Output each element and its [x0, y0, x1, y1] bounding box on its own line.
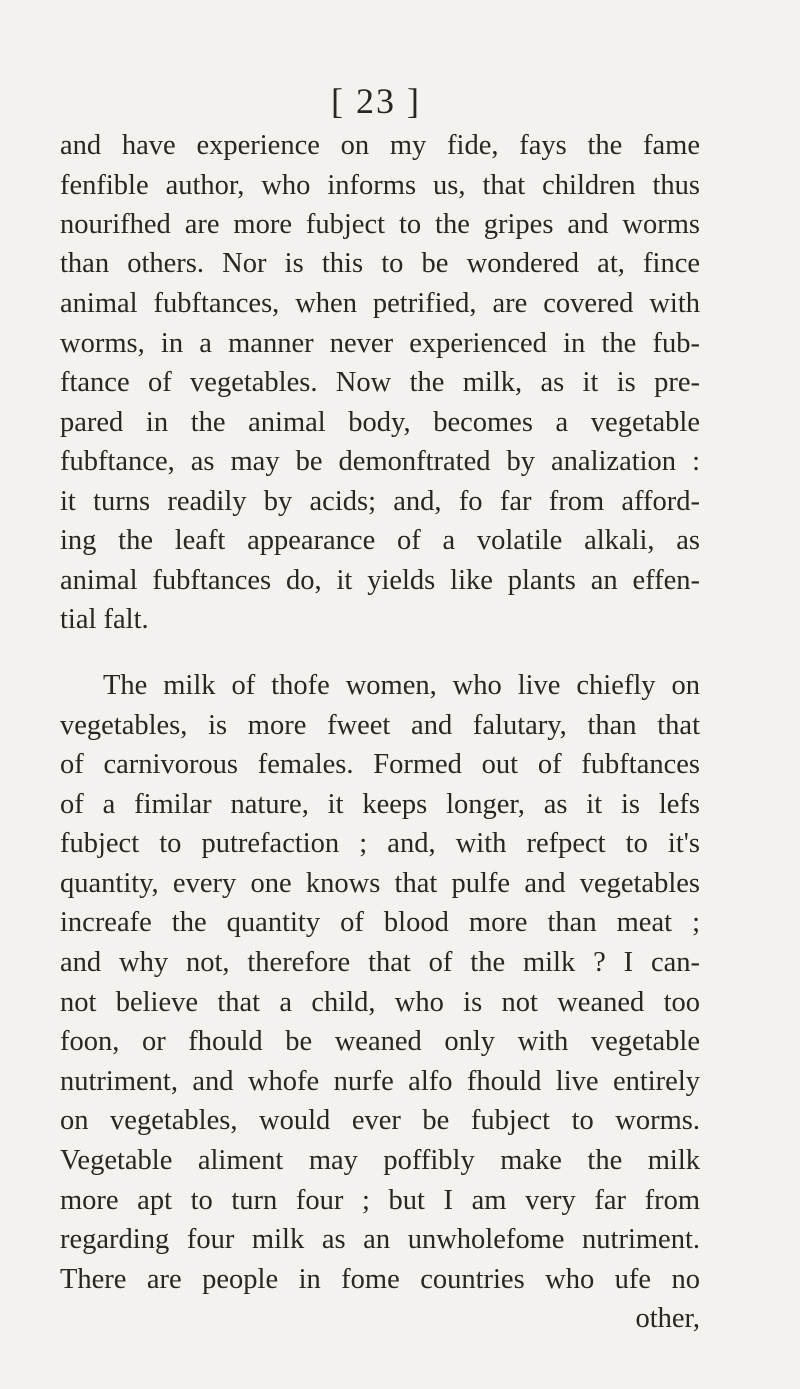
- text-line: ftance of vegetables. Now the milk, as it is pre-: [60, 367, 700, 398]
- text-line: fenfible author, who informs us, that children thus: [60, 170, 700, 201]
- text-line: nutriment, and whofe nurfe alfo fhould live entirely: [60, 1066, 700, 1097]
- text-line: tial falt.: [60, 604, 149, 635]
- text-line: vegetables, is more fweet and falutary, than that: [60, 710, 700, 741]
- text-line: than others. Nor is this to be wondered at, fince: [60, 248, 700, 279]
- text-line: regarding four milk as an unwholefome nutriment.: [60, 1224, 700, 1255]
- text-line: not believe that a child, who is not weaned too: [60, 987, 700, 1018]
- text-line: more apt to turn four ; but I am very far from: [60, 1185, 700, 1216]
- text-line: worms, in a manner never experienced in the fub-: [60, 328, 700, 359]
- text-line: ing the leaft appearance of a volatile alkali, as: [60, 525, 700, 556]
- text-line: increafe the quantity of blood more than meat ;: [60, 907, 700, 938]
- text-line: pared in the animal body, becomes a vegetable: [60, 407, 700, 438]
- text-line: on vegetables, would ever be fubject to worms.: [60, 1105, 700, 1136]
- text-line: foon, or fhould be weaned only with vegetable: [60, 1026, 700, 1057]
- text-line: fubject to putrefaction ; and, with refpect to it's: [60, 828, 700, 859]
- text-line: There are people in fome countries who ufe no: [60, 1264, 700, 1295]
- text-line: of carnivorous females. Formed out of fubftances: [60, 749, 700, 780]
- text-line: nourifhed are more fubject to the gripes and worms: [60, 209, 700, 240]
- text-line: it turns readily by acids; and, fo far from afford-: [60, 486, 700, 517]
- text-line: and have experience on my fide, fays the fame: [60, 130, 700, 161]
- text-line: Vegetable aliment may poffibly make the milk: [60, 1145, 700, 1176]
- text-line: animal fubftances, when petrified, are covered with: [60, 288, 700, 319]
- text-line: The milk of thofe women, who live chiefly on: [103, 670, 700, 701]
- catchword: other,: [635, 1303, 700, 1334]
- text-line: quantity, every one knows that pulfe and vegetables: [60, 868, 700, 899]
- text-line: animal fubftances do, it yields like plants an effen-: [60, 565, 700, 596]
- page-number: [ 23 ]: [331, 81, 421, 121]
- text-line: of a fimilar nature, it keeps longer, as it is lefs: [60, 789, 700, 820]
- text-line: fubftance, as may be demonftrated by analization :: [60, 446, 700, 477]
- text-line: and why not, therefore that of the milk ? I can-: [60, 947, 700, 978]
